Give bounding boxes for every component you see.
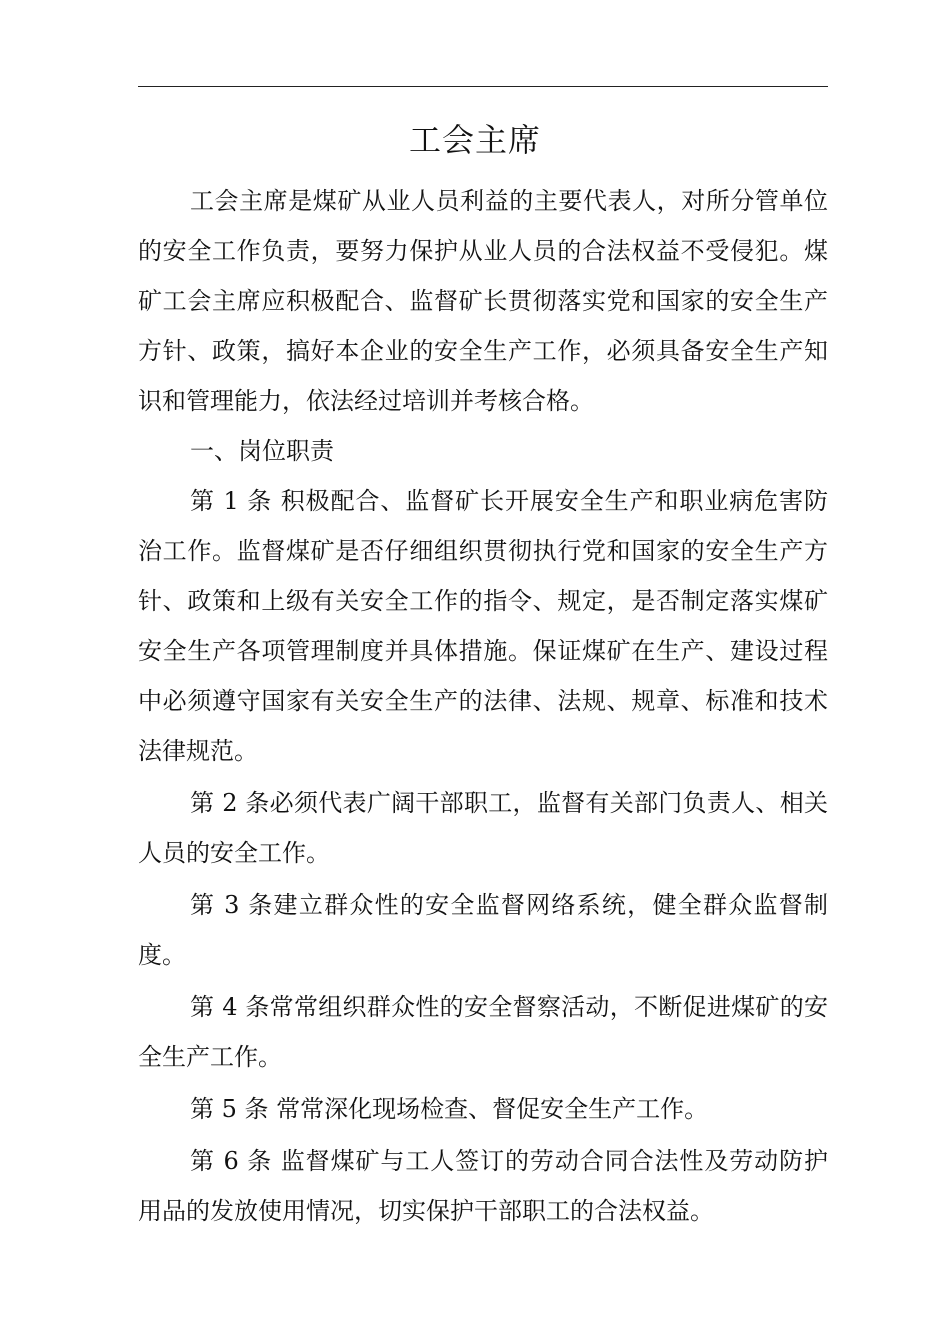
intro-paragraph: 工会主席是煤矿从业人员利益的主要代表人，对所分管单位的安全工作负责，要努力保护从业人员的合法权益不受侵犯。煤矿工会主席应积极配合、监督矿长贯彻落实党和国家的安全生产方针、政策，搞好本企业的安全生产工作，必须具备安全生产知识和管理能力，依法经过培训并考核合格。 — [138, 187, 828, 415]
article-3: 第 3 条建立群众性的安全监督网络系统，健全群众监督制度。 — [138, 891, 828, 969]
article-6: 第 6 条 监督煤矿与工人签订的劳动合同合法性及劳动防护用品的发放使用情况，切实保护干部职工的合法权益。 — [138, 1147, 828, 1225]
article-5: 第 5 条 常常深化现场检查、督促安全生产工作。 — [190, 1095, 709, 1123]
document-body — [138, 176, 828, 1236]
header-rule — [138, 86, 828, 87]
article-4: 第 4 条常常组织群众性的安全督察活动，不断促进煤矿的安全生产工作。 — [138, 993, 828, 1071]
document-title: 工会主席 — [408, 121, 541, 159]
section-heading: 一、岗位职责 — [190, 437, 334, 465]
article-2: 第 2 条必须代表广阔干部职工，监督有关部门负责人、相关人员的安全工作。 — [138, 789, 828, 867]
article-1: 第 1 条 积极配合、监督矿长开展安全生产和职业病危害防治工作。监督煤矿是否仔细组织贯彻执行党和国家的安全生产方针、政策和上级有关安全工作的指令、规定，是否制定落实煤矿安全生产各项管理制度并具体措施。保证煤矿在生产、建设过程中必须遵守国家有关安全生产的法律、法规、规章、标准和技术法律规范。 — [138, 487, 828, 765]
